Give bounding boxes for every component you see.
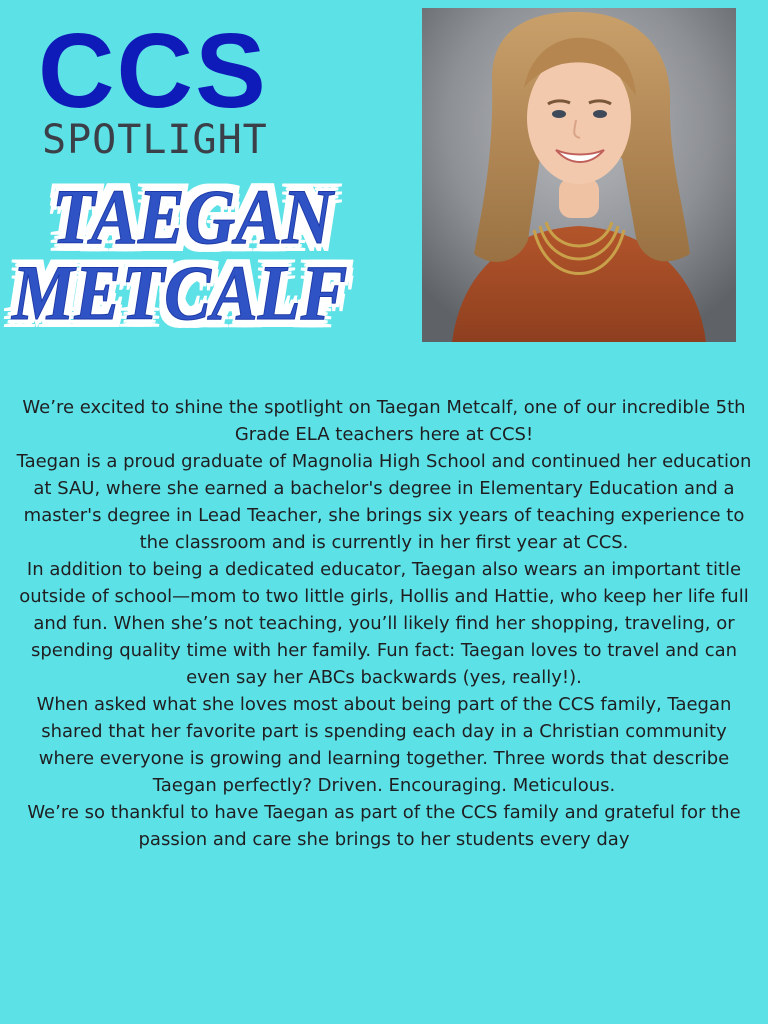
teacher-last-name: METCALF	[12, 249, 348, 336]
portrait-photo	[422, 8, 736, 342]
article-paragraph-intro: We’re excited to shine the spotlight on Taegan Metcalf, one of our incredible 5th Grade ELA teachers here at CCS!	[22, 397, 746, 445]
portrait-illustration	[422, 8, 736, 342]
spotlight-article	[14, 394, 754, 853]
article-paragraph-family: In addition to being a dedicated educator, Taegan also wears an important title outside of school—mom to two little girls, Hollis and Hattie, who keep her life full and fun. When she’s not teaching, you’ll likely find her shopping, traveling, or spending quality time with her family. Fun fact: Taegan loves to travel and can even say her ABCs backwards (yes, really!).	[19, 559, 749, 688]
spotlight-kicker: SPOTLIGHT	[42, 117, 268, 163]
article-paragraph-closing: We’re so thankful to have Taegan as part of the CCS family and grateful for the passion and care she brings to her students every day	[27, 802, 741, 850]
teacher-name	[12, 173, 416, 336]
article-paragraph-education: Taegan is a proud graduate of Magnolia High School and continued her education at SAU, where she earned a bachelor's degree in Elementary Education and a master's degree in Lead Teacher, she brings six years of teaching experience to the classroom and is currently in her first year at CCS.	[16, 451, 752, 553]
brand-title: CCS	[38, 12, 268, 130]
article-paragraph-favorite: When asked what she loves most about being part of the CCS family, Taegan shared that her favorite part is spending each day in a Christian community where everyone is growing and learning together. Three words that describe Taegan perfectly? Driven. Encouraging. Meticulous.	[36, 694, 732, 796]
teacher-first-name: TAEGAN	[52, 173, 333, 260]
